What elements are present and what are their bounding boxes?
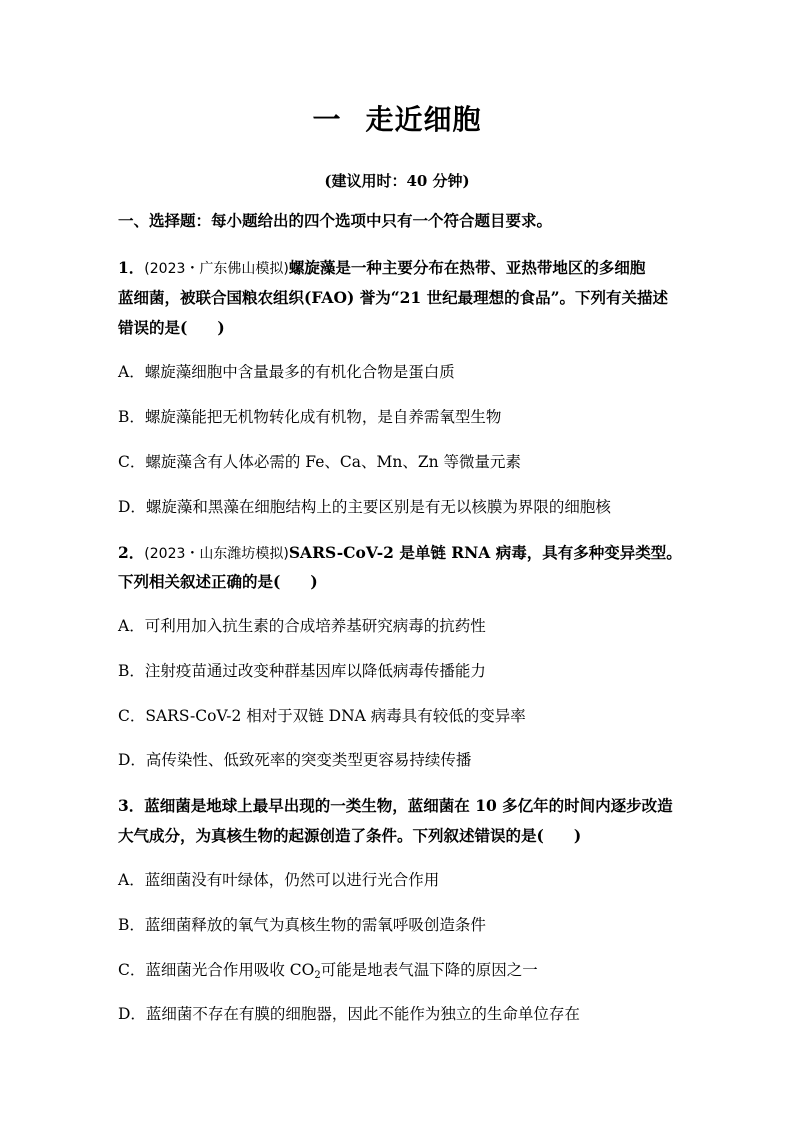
question-1-source: (2023・广东佛山模拟) <box>144 261 289 277</box>
question-3-line-1 <box>118 796 673 816</box>
question-2-stem-1: SARS-CoV-2 是单链 RNA 病毒，具有多种变异类型。 <box>288 543 682 562</box>
question-3-option-d: D．蓝细菌不存在有膜的细胞器，因此不能作为独立的生命单位存在 <box>118 1005 580 1023</box>
section-header: 一、选择题：每小题给出的四个选项中只有一个符合题目要求。 <box>118 211 553 230</box>
question-3-option-a: A．蓝细菌没有叶绿体，仍然可以进行光合作用 <box>118 871 440 889</box>
option-c-text: C．蓝细菌光合作用吸收 CO <box>118 961 315 979</box>
question-3-stem-2: 大气成分，为真核生物的起源创造了条件。下列叙述错误的是( <box>118 826 544 845</box>
question-3-stem-1: 蓝细菌是地球上最早出现的一类生物，蓝细菌在 10 多亿年的时间内逐步改造 <box>144 796 673 815</box>
co2-subscript: 2 <box>314 970 321 981</box>
option-c-text-rest: 可能是地表气温下降的原因之一 <box>320 961 538 979</box>
question-2-source: (2023・山东潍坊模拟) <box>144 546 289 562</box>
question-2-line-2 <box>118 572 318 592</box>
chapter-title: 走近细胞 <box>365 103 482 136</box>
question-3-number: 3． <box>118 796 145 815</box>
question-1-option-d: D．螺旋藻和黑藻在细胞结构上的主要区别是有无以核膜为界限的细胞核 <box>118 498 611 516</box>
question-1-option-b: B．螺旋藻能把无机物转化成有机物，是自养需氧型生物 <box>118 408 502 426</box>
chapter-number: 一 <box>312 103 342 136</box>
question-1-stem-1: 螺旋藻是一种主要分布在热带、亚热带地区的多细胞 <box>288 258 646 277</box>
question-3-option-c <box>118 960 538 980</box>
answer-blank-close: ) <box>310 572 318 591</box>
question-2-stem-2: 下列相关叙述正确的是( <box>118 572 281 591</box>
question-1-stem-3: 错误的是( <box>118 318 188 337</box>
question-3-option-b: B．蓝细菌释放的氧气为真核生物的需氧呼吸创造条件 <box>118 916 486 934</box>
question-1-line-2: 蓝细菌，被联合国粮农组织(FAO) 誉为“21 世纪最理想的食品”。下列有关描述 <box>118 288 668 307</box>
time-note: (建议用时：40 分钟) <box>324 172 470 190</box>
answer-blank-close: ) <box>217 318 225 337</box>
question-1-option-a: A．螺旋藻细胞中含量最多的有机化合物是蛋白质 <box>118 363 455 381</box>
page-title <box>0 98 794 138</box>
question-2-option-b: B．注射疫苗通过改变种群基因库以降低病毒传播能力 <box>118 662 486 680</box>
question-1-line-1 <box>118 258 645 279</box>
question-2-line-1 <box>118 543 682 564</box>
question-2-option-d: D．高传染性、低致死率的突变类型更容易持续传播 <box>118 751 472 769</box>
answer-blank-close: ) <box>573 826 582 845</box>
question-1-option-c: C．螺旋藻含有人体必需的 Fe、Ca、Mn、Zn 等微量元素 <box>118 453 522 471</box>
question-1-line-3 <box>118 318 225 338</box>
question-3-line-2 <box>118 826 581 846</box>
question-1-number: 1． <box>118 258 145 277</box>
question-2-option-c: C．SARS-CoV-2 相对于双链 DNA 病毒具有较低的变异率 <box>118 707 526 725</box>
question-2-number: 2． <box>118 543 145 562</box>
question-2-option-a: A．可利用加入抗生素的合成培养基研究病毒的抗药性 <box>118 617 486 635</box>
